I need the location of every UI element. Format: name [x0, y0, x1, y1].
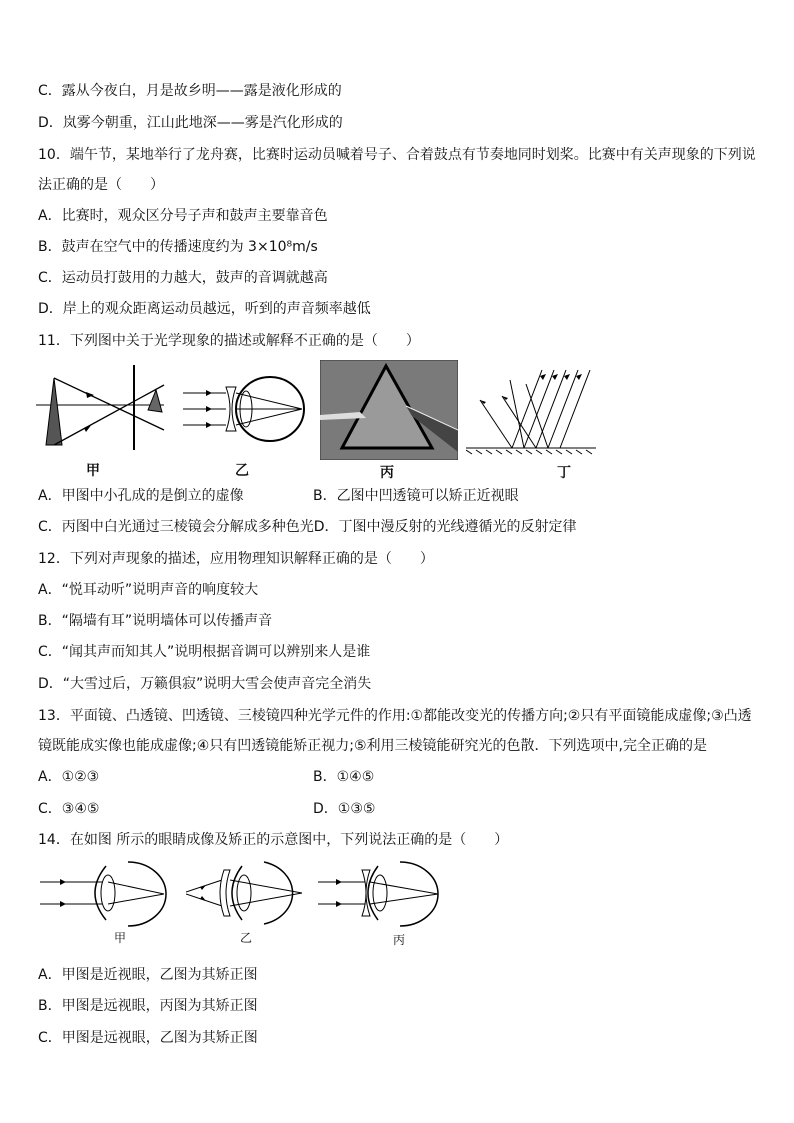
- q10-option-a: A．比赛时，观众区分号子声和鼓声主要靠音色: [38, 208, 328, 224]
- q14-option-c: C．甲图是远视眼，乙图为其矫正图: [38, 1030, 258, 1046]
- fig14-jia-eye-diagram: [40, 858, 170, 933]
- q13-option-d: D．①③⑤: [313, 801, 376, 817]
- fig11-ding-diffuse-reflection-diagram: [466, 360, 596, 460]
- q13-option-b: B．①④⑤: [313, 769, 375, 785]
- q14-option-a: A．甲图是近视眼，乙图为其矫正图: [38, 967, 258, 983]
- fig14-bing-eye-diagram: [318, 858, 443, 938]
- q12-option-a: A．“悦耳动听”说明声音的响度较大: [38, 582, 259, 598]
- q11-option-b: B．乙图中凹透镜可以矫正近视眼: [313, 488, 519, 504]
- fig14-yi-eye-diagram: [186, 858, 311, 933]
- fig11-caption-yi: 乙: [235, 463, 249, 479]
- fig11-caption-ding: 丁: [557, 465, 571, 481]
- q11-option-c-d: [38, 518, 577, 536]
- fig14-caption-bing: 丙: [393, 933, 406, 947]
- q13-option-a: A．①②③: [38, 769, 100, 785]
- q12-stem: 12．下列对声现象的描述，应用物理知识解释正确的是（ ）: [38, 551, 434, 567]
- fig11-yi-concave-lens-eye-diagram: [178, 375, 310, 445]
- q9-option-c: C．露从今夜白，月是故乡明——露是液化形成的: [38, 83, 342, 99]
- q14-option-b: B．甲图是远视眼，丙图为其矫正图: [38, 998, 258, 1014]
- fig11-jia-pinhole-diagram: [36, 360, 166, 455]
- fig14-caption-yi: 乙: [240, 931, 253, 945]
- q13-stem-cont: 镜既能成实像也能成虚像;④只有凹透镜能矫正视力;⑤利用三棱镜能研究光的色散．下列选项中,完全正确的是: [38, 738, 707, 754]
- q12-option-c: C．“闻其声而知其人”说明根据音调可以辨别来人是谁: [38, 644, 371, 660]
- q11-option-a: A．甲图中小孔成的是倒立的虚像: [38, 488, 244, 504]
- q10-option-c: C．运动员打鼓用的力越大，鼓声的音调就越高: [38, 270, 328, 286]
- q13-option-c: C．③④⑤: [38, 801, 100, 817]
- fig14-caption-jia: 甲: [114, 931, 127, 945]
- q12-option-d: D．“大雪过后，万籁俱寂”说明大雪会使声音完全消失: [38, 676, 372, 692]
- q10-stem: 10．端午节，某地举行了龙舟赛，比赛时运动员喊着号子、合着鼓点有节奏地同时划桨。比赛中有关声现象的下列说: [38, 147, 756, 163]
- q11-stem: 11．下列图中关于光学现象的描述或解释不正确的是（ ）: [38, 333, 420, 349]
- q12-option-b: B．“隔墙有耳”说明墙体可以传播声音: [38, 613, 273, 629]
- q11-option-d: D．丁图中漫反射的光线遵循光的反射定律: [313, 519, 577, 535]
- q10-option-d: D．岸上的观众距离运动员越远，听到的声音频率越低: [38, 301, 371, 317]
- q14-stem: 14．在如图 所示的眼睛成像及矫正的示意图中，下列说法正确的是（ ）: [38, 832, 509, 848]
- fig11-caption-bing: 丙: [380, 465, 394, 481]
- q10-option-b: B．鼓声在空气中的传播速度约为 3×10⁸m/s: [38, 239, 318, 255]
- fig11-bing-prism-photo: [320, 360, 458, 460]
- fig11-caption-jia: 甲: [86, 463, 100, 479]
- q9-option-d: D．岚雾今朝重，江山此地深——雾是汽化形成的: [38, 115, 343, 131]
- q13-stem: 13．平面镜、凸透镜、凹透镜、三棱镜四种光学元件的作用:①都能改变光的传播方向;②只有平面镜能成虚像;③凸透: [38, 708, 752, 724]
- q10-stem-cont: 法正确的是（ ）: [38, 177, 164, 193]
- q11-option-c: C．丙图中白光通过三棱镜会分解成多种色光: [38, 519, 314, 535]
